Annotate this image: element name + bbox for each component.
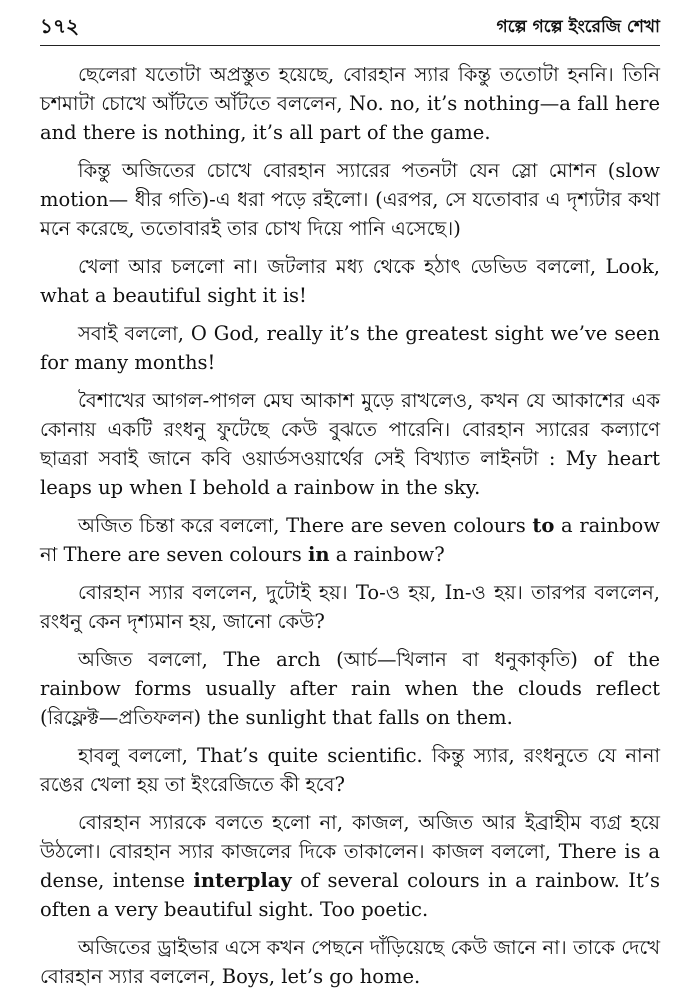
text-run: অজিত চিন্তা করে বললো, There are seven colours [78, 514, 533, 537]
paragraph [40, 252, 660, 310]
text-run: সবাই বললো, O God, really it’s the greatest sight we’ve seen for many months! [40, 322, 660, 374]
text-run: বোরহান স্যার বললেন, দুটোই হয়। To-ও হয়, In-ও হয়। তারপর বললেন, রংধনু কেন দৃশ্যমান হয়, জানো কেউ? [40, 581, 660, 633]
paragraph [40, 808, 660, 924]
page-header [40, 12, 660, 40]
emphasis-text: in [307, 543, 330, 566]
body-text [40, 60, 660, 1000]
paragraph [40, 645, 660, 732]
paragraph [40, 386, 660, 502]
paragraph [40, 578, 660, 636]
text-run: খেলা আর চললো না। জটলার মধ্য থেকে হঠাৎ ডেভিড বললো, Look, what a beautiful sight it is! [40, 255, 660, 307]
paragraph [40, 511, 660, 569]
page-number: ১৭২ [40, 14, 79, 38]
paragraph [40, 319, 660, 377]
text-run: ছেলেরা যতোটা অপ্রস্তুত হয়েছে, বোরহান স্যার কিন্তু ততোটা হননি। তিনি চশমাটা চোখে আঁটতে আঁটতে বললেন, No. no, it’s nothing—a fall here and there is nothing, it’s all part of the game. [40, 63, 660, 144]
paragraph [40, 156, 660, 243]
paragraph [40, 60, 660, 147]
text-run: a rainbow? [329, 543, 445, 566]
text-run: হাবলু বললো, That’s quite scientific. কিন্তু স্যার, রংধনুতে যে নানা রঙের খেলা হয় তা ইংরেজিতে কী হবে? [40, 744, 660, 796]
paragraph [40, 933, 660, 991]
text-run: অজিতের ড্রাইভার এসে কখন পেছনে দাঁড়িয়েছে কেউ জানে না। তাকে দেখে বোরহান স্যার বললেন, Boys, let’s go home. [40, 936, 660, 988]
text-run: বৈশাখের আগল-পাগল মেঘ আকাশ মুড়ে রাখলেও, কখন যে আকাশের এক কোনায় একটি রংধনু ফুটেছে কেউ বুঝতে পারেনি। বোরহান স্যারের কল্যাণে ছাত্ররা সবাই জানে কবি ওয়ার্ডসওয়ার্থের সেই বিখ্যাত লাইনটা : My heart leaps up when I behold a rainbow in the sky. [40, 389, 660, 499]
text-run: of several colours in a rainbow. It’s often a very beautiful sight. Too poetic. [40, 869, 660, 921]
running-title: গল্পে গল্পে ইংরেজি শেখা [496, 17, 660, 37]
text-run: বোরহান স্যারকে বলতে হলো না, কাজল, অজিত আর ইব্রাহীম ব্যগ্র হয়ে উঠলো। বোরহান স্যার কাজলের দিকে তাকালেন। কাজল বললো, There is a dense, intense [40, 811, 660, 892]
emphasis-text: interplay [193, 869, 292, 892]
text-run: অজিত বললো, The arch (আর্চ—খিলান বা ধনুকাকৃতি) of the rainbow forms usually after rain when the clouds reflect (রিফ্লেক্ট—প্রতিফলন) the sunlight that falls on them. [40, 648, 660, 729]
paragraph [40, 741, 660, 799]
text-run: কিন্তু অজিতের চোখে বোরহান স্যারের পতনটা যেন স্লো মোশন (slow motion— ধীর গতি)-এ ধরা পড়ে রইলো। (এরপর, সে যতোবার এ দৃশ্যটার কথা মনে করেছে, ততোবারই তার চোখ দিয়ে পানি এসেছে।) [40, 159, 660, 240]
emphasis-text: to [532, 514, 555, 537]
text-run: a rainbow না There are seven colours [40, 514, 660, 566]
header-rule [40, 45, 660, 46]
